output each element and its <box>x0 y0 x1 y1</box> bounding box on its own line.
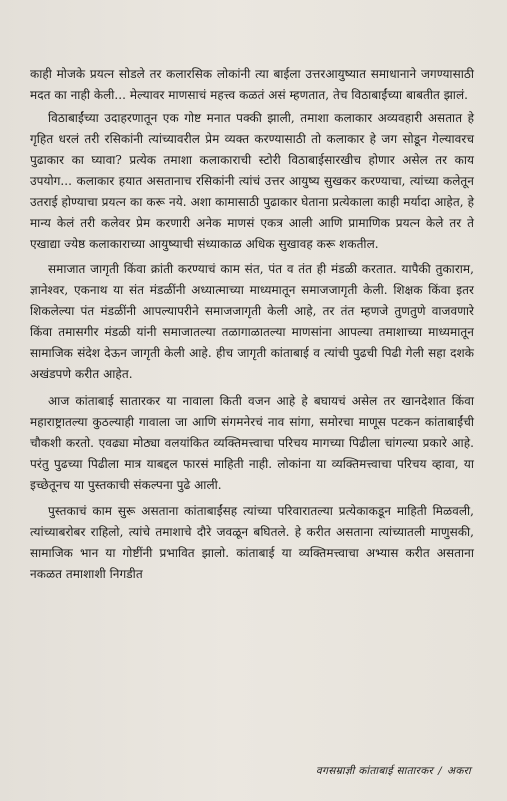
paragraph-5: पुस्तकाचं काम सुरू असताना कांताबाईंसह त्यांच्या परिवारातल्या प्रत्येकाकडून माहिती मिळवली, त्यांच्याबरोबर राहिलो, त्यांचे तमाशाचे दौरे जवळून बघितले. हे करीत असताना त्यांच्यातली माणुसकी, सामाजिक भान या गोष्टींनी प्रभावित झालो. कांताबाई या व्यक्तिमत्त्वाचा अभ्यास करीत असताना नकळत तमाशाशी निगडीत <box>30 504 474 581</box>
page-footer <box>316 764 471 778</box>
footer-book-title: वगसम्राज्ञी कांताबाई सातारकर <box>315 765 434 777</box>
footer-separator: / <box>438 765 442 777</box>
footer-page-number: अकरा <box>447 765 471 777</box>
paragraph-3: समाजात जागृती किंवा क्रांती करण्याचं काम संत, पंत व तंत ही मंडळी करतात. यापैकी तुकाराम, ज्ञानेश्वर, एकनाथ या संत मंडळींनी अध्यात्माच्या माध्यमातून समाजजागृती केली. शिक्षक किंवा इतर शिकलेल्या पंत मंडळींनी आपल्यापरीने समाजजागृती केली आहे, तर तंत म्हणजे तुणतुणे वाजवणारे किंवा तमासगीर मंडळी यांनी समाजातल्या तळागाळातल्या माणसांना आपल्या तमाशाच्या माध्यमातून सामाजिक संदेश देऊन जागृती केली आहे. हीच जागृती कांताबाई व त्यांची पुढची पिढी गेली सहा दशके अखंडपणे करीत आहेत. <box>30 262 474 381</box>
paragraph-1: काही मोजके प्रयत्न सोडले तर कलारसिक लोकांनी त्या बाईला उत्तरआयुष्यात समाधानाने जगण्यासाठी मदत का नाही केली... मेल्यावर माणसाचं महत्त्व कळतं असं म्हणतात, तेच विठाबाईंच्या बाबतीत झालं. <box>30 67 474 102</box>
paragraph-2: विठाबाईंच्या उदाहरणातून एक गोष्ट मनात पक्की झाली, तमाशा कलाकार अव्यवहारी असतात हे गृहित धरलं तरी रसिकांनी त्यांच्यावरील प्रेम व्यक्त करण्यासाठी तो कलाकार हे जग सोडून गेल्यावरच पुढाकार का घ्यावा? प्रत्येक तमाशा कलाकाराची स्टोरी विठाबाईसारखीच होणार असेल तर काय उपयोग... कलाकार हयात असतानाच रसिकांनी त्यांचं उत्तर आयुष्य सुखकर करण्याचा, त्यांच्या कलेतून उतराई होण्याचा प्रयत्न का करू नये. अशा कामासाठी पुढाकार घेताना प्रत्येकाला काही मर्यादा आहेत, हे मान्य केलं तरी कलेवर प्रेम करणारी अनेक माणसं एकत्र आली आणि प्रामाणिक प्रयत्न केले तर ते एखाद्या ज्येष्ठ कलाकाराच्या आयुष्याची संध्याकाळ अधिक सुखावह करू शकतील. <box>30 111 474 251</box>
paragraph-4: आज कांताबाई सातारकर या नावाला किती वजन आहे हे बघायचं असेल तर खानदेशात किंवा महाराष्ट्रातल्या कुठल्याही गावाला जा आणि संगमनेरचं नाव सांगा, समोरचा माणूस पटकन कांताबाईंची चौकशी करतो. एवढ्या मोठ्या वलयांकित व्यक्तिमत्त्वाचा परिचय मागच्या पिढीला चांगल्या प्रकारे आहे. परंतु पुढच्या पिढीला मात्र याबद्दल फारसं माहिती नाही. लोकांना या व्यक्तिमत्त्वाचा परिचय व्हावा, या इच्छेतूनच या पुस्तकाची संकल्पना पुढे आली. <box>30 394 474 492</box>
body-text <box>30 64 474 587</box>
